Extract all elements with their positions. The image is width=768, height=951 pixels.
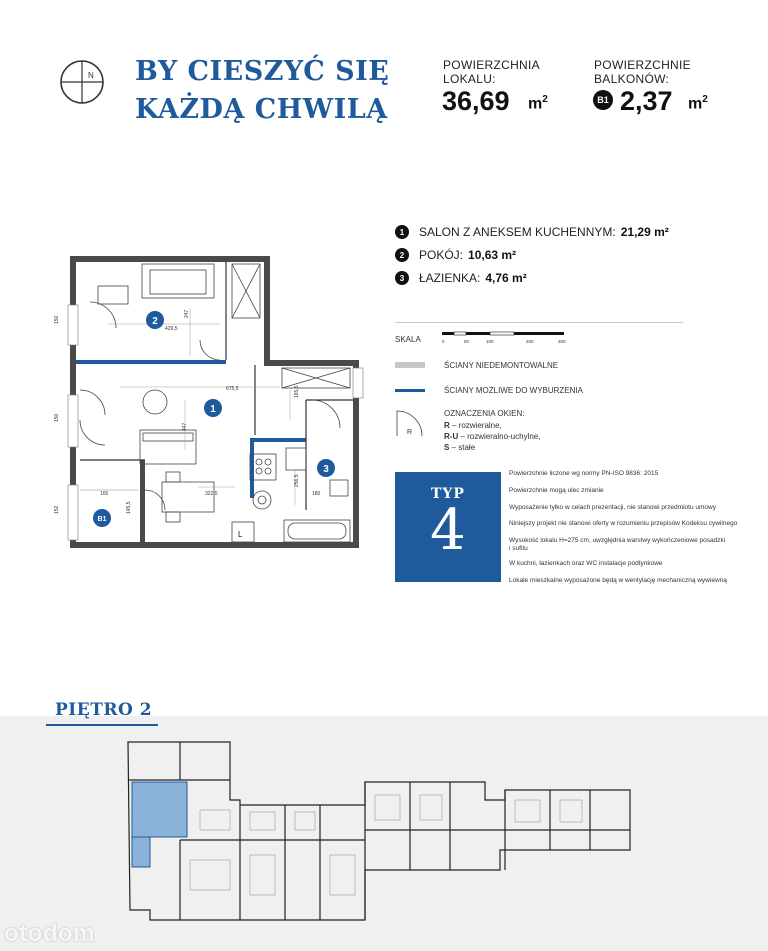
dim-label: 145,5 [126, 501, 132, 514]
area-value: 36,69 [442, 86, 510, 116]
highlighted-apartment [132, 782, 187, 837]
room-row-2 [395, 245, 516, 265]
scale-bar [440, 330, 570, 346]
room-label: POKÓJ: [419, 248, 464, 262]
slogan-line-2: KAŻDĄ CHWILĄ [135, 94, 388, 125]
note: Lokale mieszkalne wyposażone będą w wentylację mechaniczną wywiewną [509, 577, 727, 584]
fixed-walls-label: ŚCIANY NIEDEMONTOWALNE [444, 361, 559, 370]
dim-label: 447 [182, 422, 188, 431]
dim-label: 165 [100, 491, 109, 497]
note: Wyposażenie tylko w celach prezentacji, nie stanowi przedmiotu umowy [509, 504, 716, 511]
dim-label: 322,5 [205, 491, 218, 497]
note: Powierzchnie mogą ulec zmianie [509, 487, 604, 494]
removable-wall-swatch [395, 389, 425, 392]
scale-tick: 50 [464, 339, 470, 344]
room-area: 10,63 m² [468, 248, 517, 262]
scale-tick: 100 [486, 339, 494, 344]
type-number: 4 [430, 498, 466, 563]
dim-label: 429,5 [165, 326, 178, 332]
note: Wysokość lokalu H=275 cm, uwzględnia warstwy wykończeniowe posadzki [509, 537, 726, 544]
room-row-1 [395, 222, 669, 242]
floor-title: PIĘTRO 2 [55, 700, 153, 720]
balcony-unit: $m^2$ [688, 94, 708, 113]
dim-label: 675,5 [226, 386, 239, 392]
dim-label: 152 [54, 505, 60, 514]
room-badge-1 [204, 399, 222, 417]
dim-label: 247 [184, 309, 190, 318]
note: W kuchni, łazienkach oraz WC instalacje podtynkowe [509, 560, 663, 567]
plan-label-l: L [238, 530, 243, 539]
area-unit: $m^2$ [528, 94, 548, 113]
scale-tick: 200 [526, 339, 534, 344]
room-label: ŁAZIENKA: [419, 271, 481, 285]
scale-tick: 0 [442, 339, 445, 344]
window-type-s: S – stałe [444, 443, 476, 452]
svg-text:B1: B1 [97, 516, 107, 523]
dim-label: 150 [54, 413, 60, 422]
room-area: 21,29 m² [620, 225, 669, 239]
room-row-3 [395, 268, 527, 288]
note: Powierzchnie liczone wg normy PN-ISO 9836: 2015 [509, 470, 659, 477]
floor-overview-plan [120, 740, 640, 930]
svg-text:2: 2 [152, 316, 158, 327]
balcony-value: 2,37 [620, 86, 673, 116]
balcony-badge-plan [93, 509, 111, 527]
apartment-floor-plan [50, 250, 366, 555]
floor-title-underline [46, 724, 158, 726]
dim-label: 180 [312, 491, 321, 497]
compass-letter: N [88, 71, 94, 80]
room-number-badge: 2 [395, 248, 409, 262]
fixed-wall-swatch [395, 362, 425, 368]
svg-text:R: R [407, 429, 413, 436]
room-badge-2 [146, 311, 164, 329]
scale-tick: 300 [558, 339, 566, 344]
room-number-badge: 3 [395, 271, 409, 285]
type-label: TYP [431, 486, 465, 502]
compass-icon [58, 58, 106, 106]
svg-text:1: 1 [210, 404, 216, 415]
apartment-type-box [395, 472, 501, 582]
window-type-r: R – rozwieralne, [444, 421, 502, 430]
balcony-badge: B1 [593, 90, 613, 110]
area-label-1: POWIERZCHNIA [443, 58, 540, 72]
divider [395, 322, 683, 323]
removable-walls-label: ŚCIANY MOŻLIWE DO WYBURZENIA [444, 386, 583, 395]
note: Niniejszy projekt nie stanowi oferty w rozumieniu przepisów Kodeksu cywilnego [509, 520, 738, 527]
area-label-2: LOKALU: [443, 72, 496, 86]
note: i sufitu [509, 545, 528, 552]
window-type-ru: R-U – rozwieralno-uchylne, [444, 432, 541, 441]
window-symbol-icon [395, 408, 431, 438]
svg-text:3: 3 [323, 464, 329, 475]
room-label: SALON Z ANEKSEM KUCHENNYM: [419, 225, 616, 239]
dim-label: 165,5 [294, 385, 300, 398]
windows-title: OZNACZENIA OKIEN: [444, 409, 525, 418]
room-area: 4,76 m² [485, 271, 527, 285]
room-badge-3 [317, 459, 335, 477]
dim-label: 150 [54, 315, 60, 324]
balcony-label-1: POWIERZCHNIE [594, 58, 691, 72]
balcony-label-2: BALKONÓW: [594, 72, 670, 86]
watermark-logo: otodom [4, 920, 95, 947]
room-number-badge: 1 [395, 225, 409, 239]
scale-label: SKALA [395, 335, 421, 344]
dim-label: 256,5 [294, 474, 300, 487]
slogan-line-1: BY CIESZYĆ SIĘ [135, 56, 390, 87]
